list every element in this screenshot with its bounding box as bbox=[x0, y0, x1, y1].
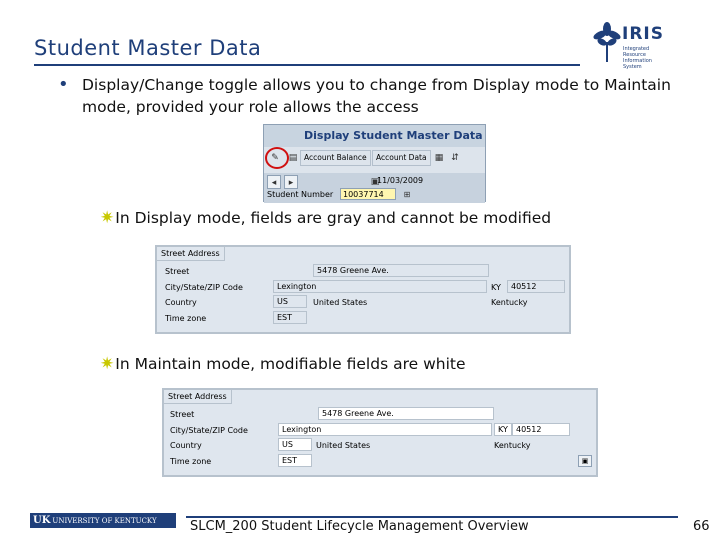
account-data-button[interactable]: Account Data bbox=[372, 150, 431, 166]
key-date: 11/03/2009 bbox=[377, 176, 424, 185]
logo-subtitle: Integrated Resource Information System bbox=[623, 46, 652, 70]
panel-detail-icon[interactable]: ▣ bbox=[578, 455, 592, 467]
zip-field: 40512 bbox=[507, 280, 565, 293]
city-state-zip-label: City/State/ZIP Code bbox=[165, 283, 243, 292]
maintain-term: Maintain bbox=[134, 355, 202, 373]
account-balance-button[interactable]: Account Balance bbox=[300, 150, 371, 166]
display-term: Display bbox=[134, 209, 192, 227]
calendar-icon[interactable]: ▣ bbox=[370, 177, 380, 187]
bullet-rest: toggle allows you to change from Display mode to Maintain mode, provided your role allows the access bbox=[82, 76, 671, 116]
logo-word: IRIS bbox=[622, 24, 664, 44]
country-name: United States bbox=[313, 298, 368, 307]
region-name: Kentucky bbox=[491, 298, 528, 307]
country-label: Country bbox=[170, 441, 202, 450]
sub-bullet-maintain: ✷In Maintain mode, modifiable fields are white bbox=[100, 354, 466, 374]
star-bullet-icon: ✷ bbox=[100, 208, 115, 228]
student-search-icon[interactable]: ⊞ bbox=[403, 190, 411, 199]
bullet-text bbox=[82, 74, 692, 118]
region-name: Kentucky bbox=[494, 441, 531, 450]
slide-title: Student Master Data bbox=[34, 36, 262, 60]
toolbar-icon-a[interactable]: ▦ bbox=[434, 153, 444, 163]
time-zone-field: EST bbox=[273, 311, 307, 324]
time-zone-field[interactable]: EST bbox=[278, 454, 312, 467]
forward-icon[interactable]: ▸ bbox=[284, 175, 298, 189]
street-field[interactable]: 5478 Greene Ave. bbox=[318, 407, 494, 420]
city-field: Lexington bbox=[273, 280, 487, 293]
state-field[interactable]: KY bbox=[494, 423, 512, 436]
sub-bullet-display: ✷In Display mode, fields are gray and cannot be modified bbox=[100, 208, 552, 228]
iris-logo bbox=[592, 20, 672, 72]
country-code-field[interactable]: US bbox=[278, 438, 312, 451]
student-number-label: Student Number bbox=[267, 190, 334, 199]
country-code-field: US bbox=[273, 295, 307, 308]
bullet-dot: • bbox=[58, 74, 69, 95]
sap-window-title: Display Student Master Data bbox=[264, 125, 485, 147]
star-bullet-icon: ✷ bbox=[100, 354, 115, 374]
state-value: KY bbox=[491, 283, 501, 292]
panel-header: Street Address bbox=[157, 247, 225, 261]
footer-rule bbox=[186, 516, 678, 518]
page-number: 66 bbox=[693, 519, 710, 534]
footer-course: SLCM_200 Student Lifecycle Management Overview bbox=[190, 519, 529, 534]
bullet-term: Display/Change bbox=[82, 76, 204, 94]
street-label: Street bbox=[165, 267, 190, 276]
panel-header: Street Address bbox=[164, 390, 232, 404]
time-zone-label: Time zone bbox=[165, 314, 207, 323]
student-number-field[interactable]: 10037714 bbox=[340, 188, 396, 200]
country-name: United States bbox=[316, 441, 371, 450]
print-icon[interactable]: ▤ bbox=[288, 153, 298, 163]
zip-field[interactable]: 40512 bbox=[512, 423, 570, 436]
toolbar-icon-b[interactable]: ⇵ bbox=[451, 153, 459, 163]
city-field[interactable]: Lexington bbox=[278, 423, 492, 436]
display-address-panel bbox=[155, 245, 571, 334]
uk-logo: UK UNIVERSITY OF KENTUCKY bbox=[30, 513, 176, 528]
back-icon[interactable]: ◂ bbox=[267, 175, 281, 189]
street-label: Street bbox=[170, 410, 195, 419]
street-field: 5478 Greene Ave. bbox=[313, 264, 489, 277]
flower-icon bbox=[592, 20, 622, 64]
display-change-icon[interactable]: ✎ bbox=[271, 153, 279, 163]
time-zone-label: Time zone bbox=[170, 457, 212, 466]
maintain-address-panel bbox=[162, 388, 598, 477]
display-change-highlight bbox=[265, 147, 289, 169]
city-state-zip-label: City/State/ZIP Code bbox=[170, 426, 248, 435]
title-underline bbox=[34, 64, 580, 66]
country-label: Country bbox=[165, 298, 197, 307]
